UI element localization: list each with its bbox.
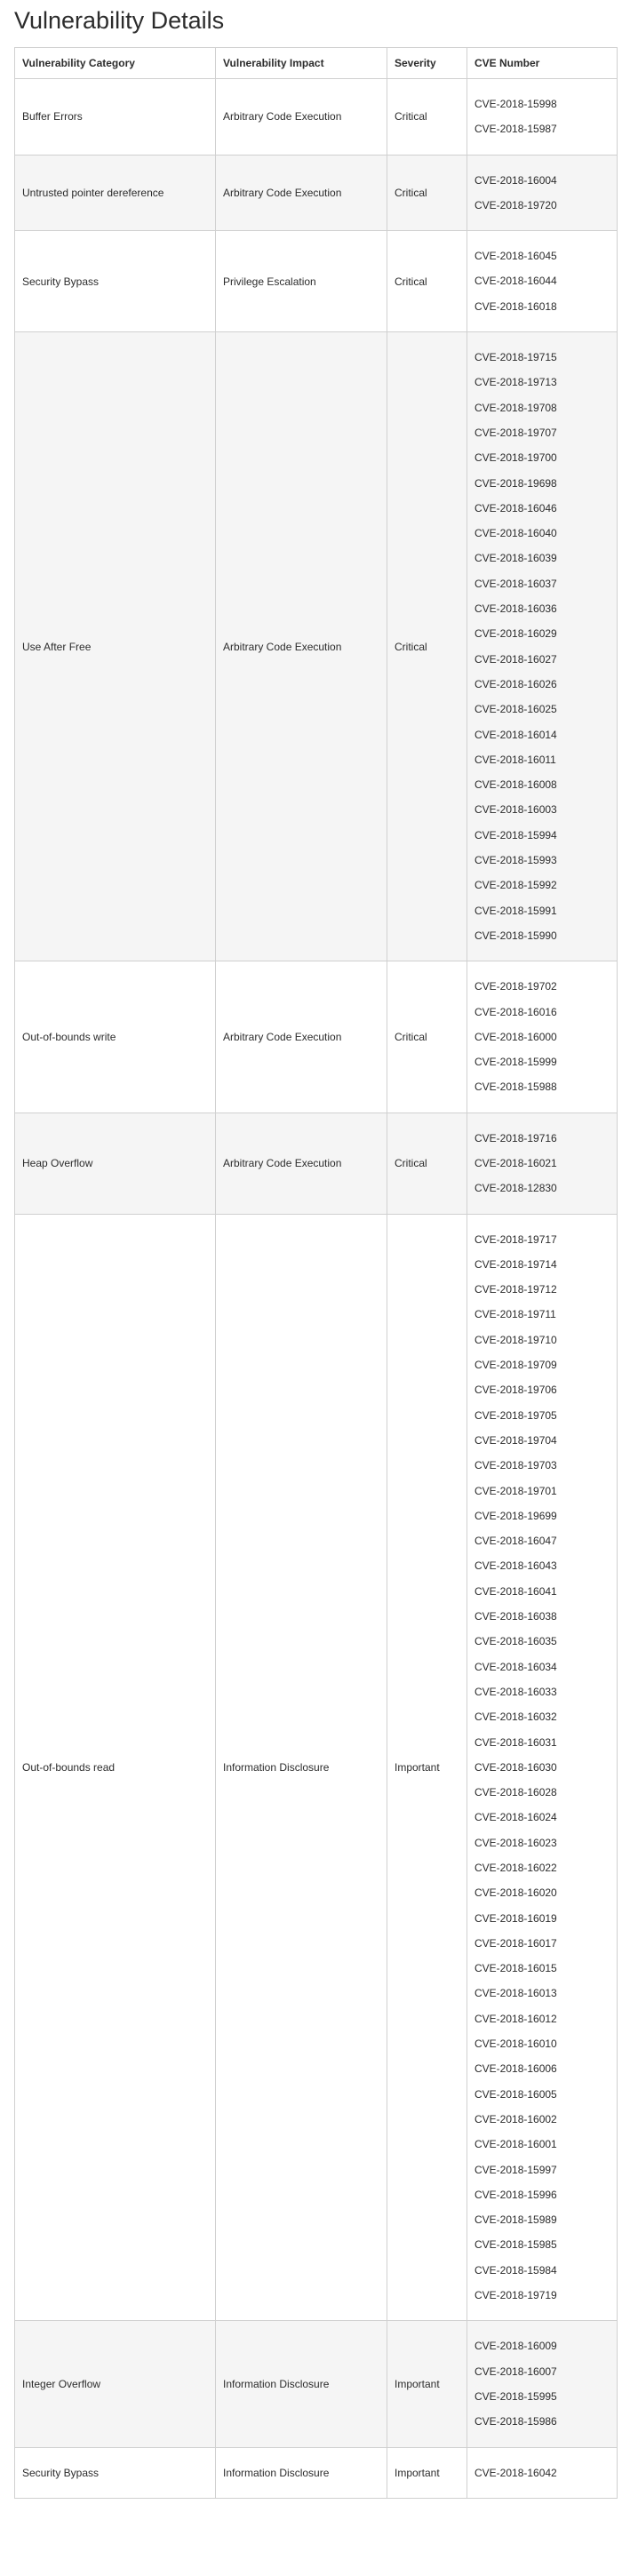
cve-id: CVE-2018-16007 xyxy=(474,2365,557,2378)
category-cell: Out-of-bounds write xyxy=(15,961,216,1113)
cve-id: CVE-2018-16004 xyxy=(474,173,557,187)
table-body xyxy=(15,79,618,2499)
cve-id: CVE-2018-16040 xyxy=(474,527,557,540)
cve-number-cell xyxy=(467,155,618,231)
severity-cell: Important xyxy=(387,1214,467,2321)
cve-id: CVE-2018-16000 xyxy=(474,1030,557,1043)
cve-id: CVE-2018-19699 xyxy=(474,1509,557,1522)
cve-id: CVE-2018-16029 xyxy=(474,627,557,641)
impact-cell: Information Disclosure xyxy=(216,2447,387,2498)
cve-id: CVE-2018-15999 xyxy=(474,1056,557,1069)
severity-cell: Important xyxy=(387,2321,467,2447)
cve-id: CVE-2018-16042 xyxy=(474,2466,557,2479)
cve-id: CVE-2018-19701 xyxy=(474,1484,557,1497)
cve-id: CVE-2018-16033 xyxy=(474,1685,557,1698)
severity-cell: Critical xyxy=(387,155,467,231)
impact-cell: Arbitrary Code Execution xyxy=(216,332,387,961)
cve-id: CVE-2018-12830 xyxy=(474,1182,557,1195)
cve-id: CVE-2018-19700 xyxy=(474,451,557,465)
cve-id: CVE-2018-19702 xyxy=(474,980,557,993)
impact-cell: Information Disclosure xyxy=(216,2321,387,2447)
table-row xyxy=(15,1214,618,2321)
cve-id: CVE-2018-19705 xyxy=(474,1408,557,1422)
cve-id: CVE-2018-19698 xyxy=(474,476,557,490)
cve-id: CVE-2018-16001 xyxy=(474,2138,557,2151)
cve-number-cell xyxy=(467,1113,618,1214)
cve-id: CVE-2018-15990 xyxy=(474,929,557,942)
cve-id: CVE-2018-15998 xyxy=(474,98,557,110)
cve-id: CVE-2018-19712 xyxy=(474,1283,557,1296)
header-vulnerability-impact: Vulnerability Impact xyxy=(216,48,387,79)
cve-id: CVE-2018-16034 xyxy=(474,1660,557,1673)
cve-id: CVE-2018-16035 xyxy=(474,1635,557,1648)
cve-id: CVE-2018-16011 xyxy=(474,753,556,766)
cve-id: CVE-2018-16016 xyxy=(474,1005,557,1018)
cve-id: CVE-2018-19703 xyxy=(474,1459,557,1472)
cve-number-cell xyxy=(467,2321,618,2447)
category-cell: Security Bypass xyxy=(15,231,216,332)
cve-id: CVE-2018-16024 xyxy=(474,1811,557,1824)
cve-id: CVE-2018-16022 xyxy=(474,1862,557,1874)
category-cell: Heap Overflow xyxy=(15,1113,216,1214)
cve-id: CVE-2018-15991 xyxy=(474,904,557,917)
cve-id: CVE-2018-16044 xyxy=(474,275,557,288)
cve-id: CVE-2018-16030 xyxy=(474,1760,557,1774)
cve-id: CVE-2018-16021 xyxy=(474,1156,557,1169)
cve-id: CVE-2018-16019 xyxy=(474,1911,557,1925)
cve-id: CVE-2018-19717 xyxy=(474,1232,557,1246)
cve-id: CVE-2018-19707 xyxy=(474,426,557,439)
category-cell: Use After Free xyxy=(15,332,216,961)
table-row xyxy=(15,79,618,156)
cve-id: CVE-2018-15993 xyxy=(474,854,557,867)
cve-id: CVE-2018-19719 xyxy=(474,2289,557,2302)
severity-cell: Critical xyxy=(387,961,467,1113)
header-vulnerability-category: Vulnerability Category xyxy=(15,48,216,79)
cve-id: CVE-2018-16013 xyxy=(474,1987,557,2000)
cve-id: CVE-2018-16038 xyxy=(474,1610,557,1623)
cve-id: CVE-2018-16028 xyxy=(474,1786,557,1799)
cve-id: CVE-2018-16018 xyxy=(474,299,557,313)
impact-cell: Arbitrary Code Execution xyxy=(216,1113,387,1214)
table-row xyxy=(15,332,618,961)
cve-number-cell xyxy=(467,2447,618,2498)
cve-id: CVE-2018-16037 xyxy=(474,577,557,590)
cve-id: CVE-2018-19714 xyxy=(474,1257,557,1271)
cve-id: CVE-2018-15997 xyxy=(474,2163,557,2176)
severity-cell: Important xyxy=(387,2447,467,2498)
cve-id: CVE-2018-15985 xyxy=(474,2238,557,2252)
cve-id: CVE-2018-19713 xyxy=(474,376,557,389)
cve-id: CVE-2018-15987 xyxy=(474,123,557,136)
cve-id: CVE-2018-16027 xyxy=(474,652,557,666)
cve-id: CVE-2018-16012 xyxy=(474,2012,557,2025)
table-row xyxy=(15,2447,618,2498)
cve-id: CVE-2018-19711 xyxy=(474,1308,556,1321)
cve-id: CVE-2018-16036 xyxy=(474,602,557,616)
impact-cell: Information Disclosure xyxy=(216,1214,387,2321)
cve-id: CVE-2018-15989 xyxy=(474,2213,557,2227)
table-row xyxy=(15,1113,618,1214)
cve-id: CVE-2018-16045 xyxy=(474,250,557,263)
cve-id: CVE-2018-16015 xyxy=(474,1962,557,1975)
cve-id: CVE-2018-16003 xyxy=(474,803,557,817)
category-cell: Untrusted pointer dereference xyxy=(15,155,216,231)
cve-id: CVE-2018-16025 xyxy=(474,703,557,716)
cve-id: CVE-2018-15995 xyxy=(474,2389,557,2403)
cve-id: CVE-2018-16032 xyxy=(474,1711,557,1724)
impact-cell: Arbitrary Code Execution xyxy=(216,155,387,231)
cve-id: CVE-2018-15984 xyxy=(474,2263,557,2277)
cve-id: CVE-2018-16041 xyxy=(474,1584,557,1598)
cve-id: CVE-2018-15988 xyxy=(474,1081,557,1094)
cve-id: CVE-2018-19716 xyxy=(474,1131,557,1144)
cve-id: CVE-2018-19715 xyxy=(474,351,557,364)
vulnerability-table xyxy=(14,47,618,2499)
cve-id: CVE-2018-15992 xyxy=(474,879,557,892)
cve-id: CVE-2018-16005 xyxy=(474,2087,557,2101)
severity-cell: Critical xyxy=(387,231,467,332)
category-cell: Buffer Errors xyxy=(15,79,216,156)
header-cve-number: CVE Number xyxy=(467,48,618,79)
cve-id: CVE-2018-16039 xyxy=(474,552,557,565)
cve-number-cell xyxy=(467,79,618,156)
cve-id: CVE-2018-19704 xyxy=(474,1433,557,1447)
cve-id: CVE-2018-19710 xyxy=(474,1333,557,1346)
cve-id: CVE-2018-16026 xyxy=(474,677,557,690)
table-row xyxy=(15,961,618,1113)
cve-id: CVE-2018-19708 xyxy=(474,401,557,414)
cve-id: CVE-2018-15986 xyxy=(474,2415,557,2428)
cve-id: CVE-2018-16010 xyxy=(474,2038,557,2051)
cve-id: CVE-2018-16046 xyxy=(474,501,557,514)
cve-id: CVE-2018-19720 xyxy=(474,198,557,211)
cve-id: CVE-2018-16017 xyxy=(474,1936,557,1950)
table-row xyxy=(15,231,618,332)
table-row xyxy=(15,2321,618,2447)
cve-id: CVE-2018-16043 xyxy=(474,1559,557,1573)
table-row xyxy=(15,155,618,231)
cve-id: CVE-2018-19706 xyxy=(474,1384,557,1397)
cve-id: CVE-2018-19709 xyxy=(474,1359,557,1372)
impact-cell: Arbitrary Code Execution xyxy=(216,79,387,156)
category-cell: Out-of-bounds read xyxy=(15,1214,216,2321)
cve-number-cell xyxy=(467,961,618,1113)
cve-number-cell xyxy=(467,332,618,961)
cve-id: CVE-2018-16047 xyxy=(474,1535,557,1548)
severity-cell: Critical xyxy=(387,79,467,156)
cve-id: CVE-2018-16002 xyxy=(474,2112,557,2125)
cve-id: CVE-2018-15996 xyxy=(474,2188,557,2201)
severity-cell: Critical xyxy=(387,332,467,961)
cve-id: CVE-2018-16023 xyxy=(474,1836,557,1849)
cve-id: CVE-2018-16020 xyxy=(474,1886,557,1900)
header-severity: Severity xyxy=(387,48,467,79)
cve-id: CVE-2018-16031 xyxy=(474,1735,557,1749)
cve-number-cell xyxy=(467,1214,618,2321)
cve-id: CVE-2018-16006 xyxy=(474,2062,557,2076)
table-header-row xyxy=(15,48,618,79)
cve-id: CVE-2018-16014 xyxy=(474,728,557,741)
cve-id: CVE-2018-16008 xyxy=(474,778,557,792)
cve-id: CVE-2018-16009 xyxy=(474,2340,557,2353)
cve-id: CVE-2018-15994 xyxy=(474,828,557,841)
category-cell: Security Bypass xyxy=(15,2447,216,2498)
impact-cell: Arbitrary Code Execution xyxy=(216,961,387,1113)
page-title: Vulnerability Details xyxy=(14,7,225,34)
impact-cell: Privilege Escalation xyxy=(216,231,387,332)
severity-cell: Critical xyxy=(387,1113,467,1214)
category-cell: Integer Overflow xyxy=(15,2321,216,2447)
cve-number-cell xyxy=(467,231,618,332)
